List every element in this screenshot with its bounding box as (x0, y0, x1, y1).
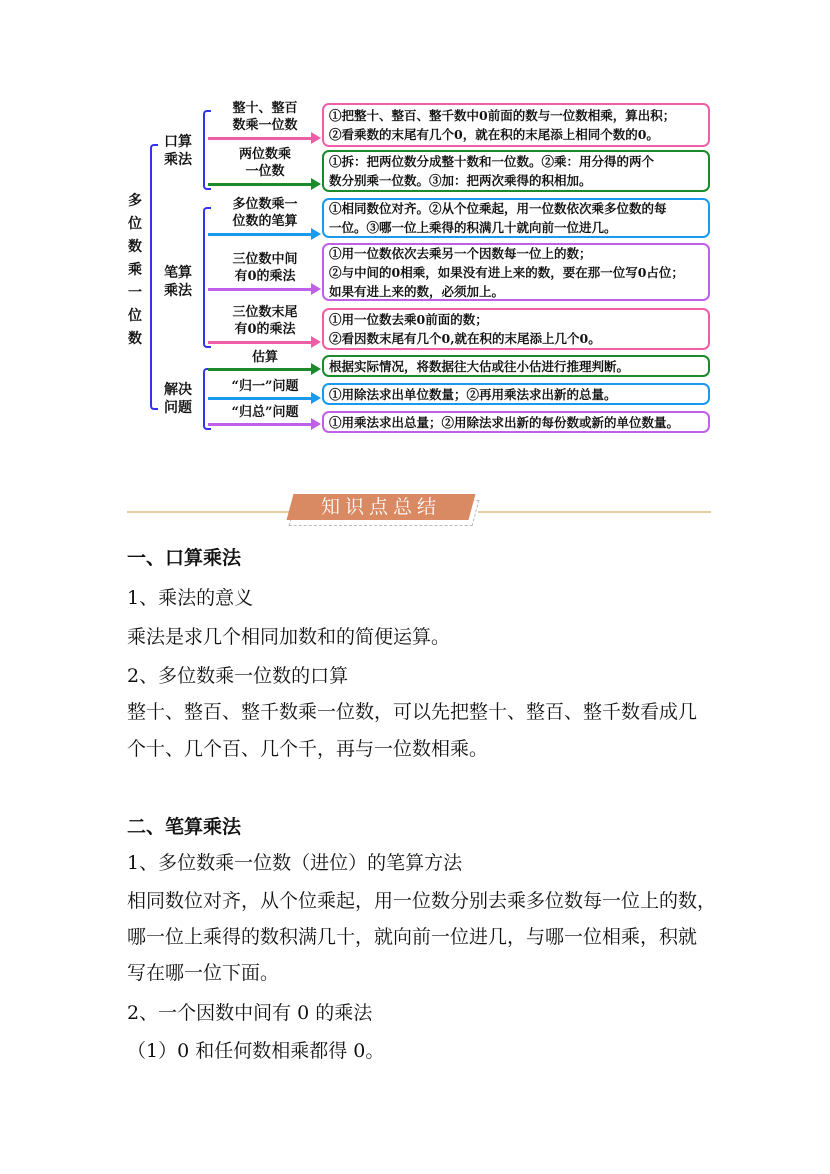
group-label: 笔算乘法 (164, 265, 192, 299)
arrow-icon (208, 423, 312, 426)
branch-label-line: “归一”问题 (231, 379, 299, 394)
paragraph-line: 乘法是求几个相同加数和的简便运算。 (127, 626, 451, 648)
root-char: 一 (128, 285, 142, 301)
paragraph-line: 1、多位数乘一位数（进位）的笔算方法 (127, 852, 463, 874)
branch-box (322, 355, 710, 377)
group-bracket (203, 110, 211, 190)
paragraph-line: 2、一个因数中间有 0 的乘法 (127, 1002, 373, 1024)
paragraph-line: 相同数位对齐，从个位乘起，用一位数分别去乘多位数每一位上的数， (127, 890, 717, 912)
branch-box-line: ①拆：把两位数分成整十数和一位数。②乘：用分得的两个 (329, 154, 655, 169)
branch-label-line: 两位数乘 (238, 147, 291, 162)
branch-label (215, 100, 315, 134)
branch-box-line: ①把整十、整百、整千数中0前面的数与一位数相乘，算出积； (329, 108, 676, 123)
paragraph-line: 哪一位上乘得的数积满几十，就向前一位进几，与哪一位相乘，积就 (127, 926, 698, 948)
arrow-icon (208, 183, 312, 186)
branch-label-line: 三位数中间 (232, 252, 298, 267)
branch-box-line: ①用一位数去乘0前面的数； (329, 312, 488, 327)
branch-label (215, 251, 315, 285)
branch-box-line: ①用一位数依次去乘另一个因数每一位上的数； (329, 245, 592, 261)
branch-label-line: 位数的笔算 (232, 214, 298, 229)
branch-box-line: ①用除法求出单位数量；②再用乘法求出新的总量。 (329, 386, 617, 402)
branch-label-line: 有0的乘法 (234, 322, 296, 337)
branch-box-line: 根据实际情况，将数据往大估或往小估进行推理判断。 (329, 358, 630, 374)
branch-label-line: 三位数末尾 (232, 305, 298, 320)
branch-box (322, 308, 710, 350)
branch-label-line: 估算 (251, 350, 278, 365)
paragraph-line: 2、多位数乘一位数的口算 (127, 665, 349, 687)
branch-label-line: 一位数 (245, 164, 285, 179)
branch-box (322, 411, 710, 433)
group-label: 口算乘法 (164, 134, 192, 168)
section-heading: 二、笔算乘法 (127, 816, 242, 838)
paragraph-line: 个十、几个百、几个千，再与一位数相乘。 (127, 738, 489, 760)
branch-box (322, 150, 710, 192)
arrow-icon (208, 288, 312, 291)
branch-box-line: 一位。③哪一位上乘得的积满几十就向前一位进几。 (329, 220, 617, 235)
group-label: 解决问题 (164, 382, 192, 416)
branch-label (215, 196, 315, 230)
root-char: 多 (128, 193, 142, 209)
branch-box-line: ②与中间的0相乘，如果没有进上来的数，要在那一位写0占位； (329, 264, 684, 280)
branch-box-line: 如果有进上来的数，必须加上。 (329, 283, 505, 299)
branch-label (215, 146, 315, 180)
banner-line-left (127, 511, 312, 513)
section-heading: 一、口算乘法 (127, 547, 242, 569)
root-bracket (150, 144, 158, 410)
root-char: 位 (128, 216, 142, 232)
branch-box (322, 243, 710, 301)
branch-box (322, 198, 710, 238)
arrow-icon (208, 368, 312, 371)
arrow-icon (208, 137, 312, 140)
branch-box (322, 103, 710, 147)
paragraph-line: 整十、整百、整千数乘一位数，可以先把整十、整百、整千数看成几 (127, 701, 698, 723)
root-label (126, 190, 144, 351)
branch-label-line: 有0的乘法 (234, 269, 296, 284)
root-char: 数 (128, 239, 142, 255)
branch-label-line: 多位数乘一 (232, 197, 298, 212)
banner-title: 知识点总结 (320, 496, 441, 518)
branch-label-line: 整十、整百 (232, 101, 298, 116)
root-char: 乘 (128, 262, 142, 278)
branch-box-line: ①相同数位对齐。②从个位乘起，用一位数依次乘多位数的每 (329, 201, 667, 216)
group-bracket (203, 207, 211, 348)
branch-box (322, 383, 710, 405)
branch-label (215, 378, 315, 395)
root-char: 数 (128, 331, 142, 347)
banner-line-right (478, 511, 711, 513)
paragraph-line: （1）0 和任何数相乘都得 0。 (127, 1040, 385, 1062)
branch-label-line: 数乘一位数 (232, 118, 298, 133)
arrow-icon (208, 341, 312, 344)
branch-label-line: “归总”问题 (231, 405, 299, 420)
branch-label (215, 304, 315, 338)
branch-box-line: ②看乘数的末尾有几个0，就在积的末尾添上相同个数的0。 (329, 127, 659, 142)
branch-box-line: ①用乘法求出总量；②用除法求出新的每份数或新的单位数量。 (329, 414, 680, 430)
branch-label (215, 349, 315, 366)
arrow-icon (208, 397, 312, 400)
branch-box-line: ②看因数末尾有几个0,就在积的末尾添上几个0。 (329, 331, 601, 346)
paragraph-line: 写在哪一位下面。 (127, 962, 280, 984)
paragraph-line: 1、乘法的意义 (127, 587, 254, 609)
arrow-icon (208, 233, 312, 236)
root-char: 位 (128, 308, 142, 324)
branch-box-line: 数分别乘一位数。③加：把两次乘得的积相加。 (329, 173, 592, 188)
branch-label (215, 404, 315, 421)
